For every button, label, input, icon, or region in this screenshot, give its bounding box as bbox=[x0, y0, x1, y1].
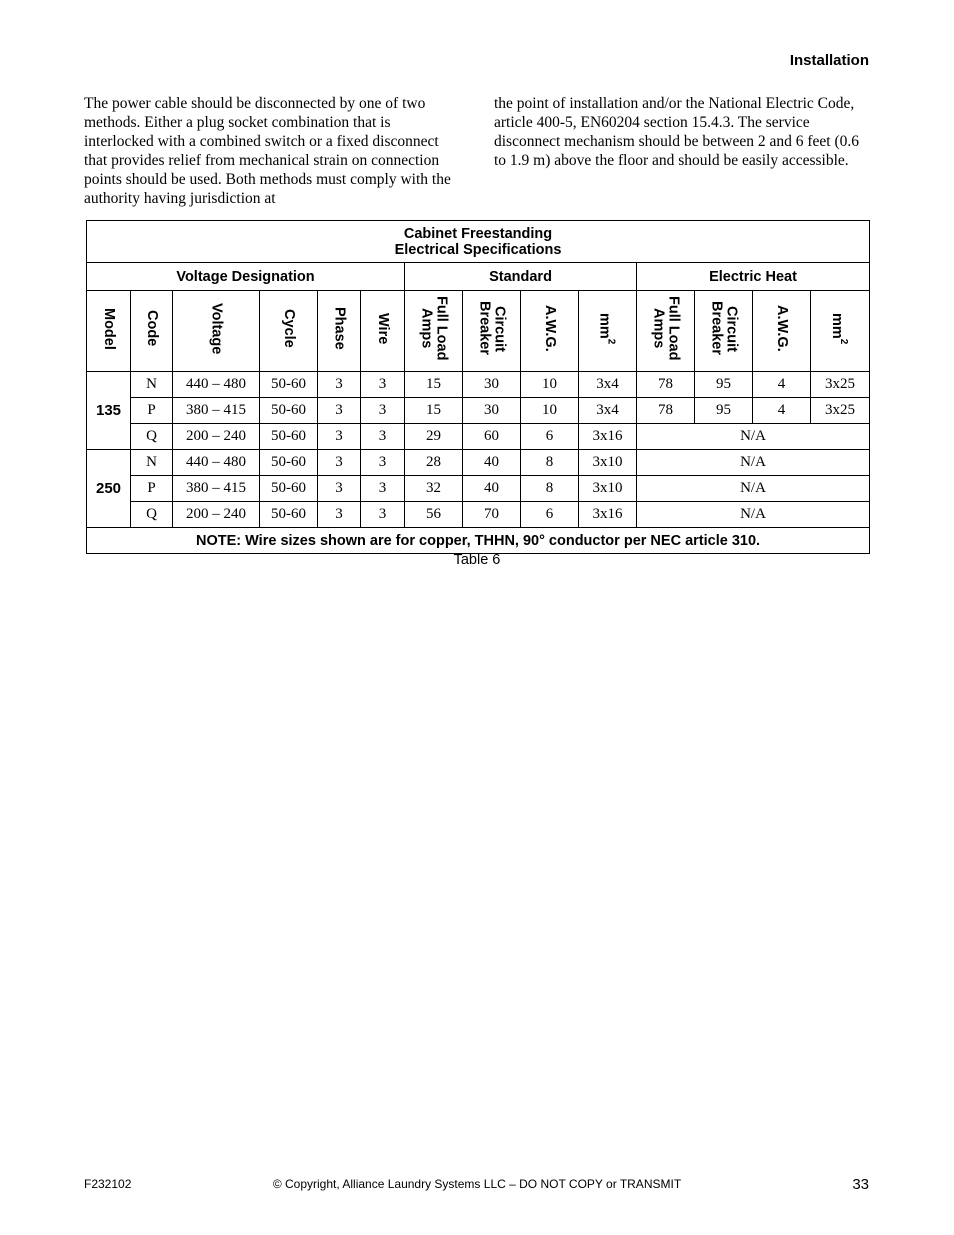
cell-std-fla: 56 bbox=[405, 502, 463, 528]
cell-std-fla: 28 bbox=[405, 450, 463, 476]
cell-std-awg: 10 bbox=[521, 372, 579, 398]
cell-voltage: 200 – 240 bbox=[173, 424, 260, 450]
cell-std-awg: 6 bbox=[521, 502, 579, 528]
intro-column-1: The power cable should be disconnected by one of two methods. Either a plug socket combination that is interlocked with a combined switch or a fixed disconnect that provides relief from mechanical strain on connection points should be used. Both methods must comply with the authority having jurisdiction at bbox=[84, 95, 451, 207]
cell-std-fla: 29 bbox=[405, 424, 463, 450]
model-cell: 250 bbox=[87, 450, 131, 528]
cell-electric-heat-na: N/A bbox=[637, 502, 870, 528]
cell-std-awg: 6 bbox=[521, 424, 579, 450]
cell-std-cb: 40 bbox=[463, 476, 521, 502]
cell-cycle: 50-60 bbox=[260, 398, 318, 424]
cell-cycle: 50-60 bbox=[260, 372, 318, 398]
column-header-eh-cb: Circuit Breaker bbox=[695, 291, 753, 372]
column-header-voltage: Voltage bbox=[173, 291, 260, 372]
cell-voltage: 380 – 415 bbox=[173, 476, 260, 502]
cell-std-cb: 70 bbox=[463, 502, 521, 528]
doc-id: F232102 bbox=[84, 1177, 132, 1191]
cell-cycle: 50-60 bbox=[260, 476, 318, 502]
group-electric-heat: Electric Heat bbox=[637, 263, 870, 291]
column-header-cycle: Cycle bbox=[260, 291, 318, 372]
column-header-model: Model bbox=[87, 291, 131, 372]
cell-code: Q bbox=[131, 502, 173, 528]
cell-code: N bbox=[131, 372, 173, 398]
cell-std-fla: 15 bbox=[405, 372, 463, 398]
cell-wire: 3 bbox=[361, 502, 405, 528]
cell-code: Q bbox=[131, 424, 173, 450]
page-number: 33 bbox=[852, 1176, 869, 1193]
table-row bbox=[87, 424, 870, 450]
cell-voltage: 380 – 415 bbox=[173, 398, 260, 424]
cell-voltage: 200 – 240 bbox=[173, 502, 260, 528]
cell-eh-mm: 3x25 bbox=[811, 372, 870, 398]
cell-std-fla: 15 bbox=[405, 398, 463, 424]
cell-cycle: 50-60 bbox=[260, 450, 318, 476]
table-row bbox=[87, 476, 870, 502]
cell-phase: 3 bbox=[318, 450, 361, 476]
cell-wire: 3 bbox=[361, 372, 405, 398]
cell-eh-fla: 78 bbox=[637, 372, 695, 398]
table-note: NOTE: Wire sizes shown are for copper, THHN, 90° conductor per NEC article 310. bbox=[87, 528, 870, 554]
cell-phase: 3 bbox=[318, 398, 361, 424]
column-header-wire: Wire bbox=[361, 291, 405, 372]
column-header-std-awg: A.W.G. bbox=[521, 291, 579, 372]
cell-phase: 3 bbox=[318, 372, 361, 398]
intro-column-2: the point of installation and/or the National Electric Code, article 400-5, EN60204 section 15.4.3. The service disconnect mechanism should be between 2 and 6 feet (0.6 to 1.9 m) above the floor and should be easily accessible. bbox=[494, 95, 859, 169]
cell-phase: 3 bbox=[318, 424, 361, 450]
cell-std-mm: 3x4 bbox=[579, 398, 637, 424]
copyright-notice: © Copyright, Alliance Laundry Systems LLC – DO NOT COPY or TRANSMIT bbox=[272, 1177, 682, 1191]
cell-wire: 3 bbox=[361, 398, 405, 424]
cell-cycle: 50-60 bbox=[260, 502, 318, 528]
cell-electric-heat-na: N/A bbox=[637, 424, 870, 450]
table-row bbox=[87, 502, 870, 528]
cell-std-cb: 60 bbox=[463, 424, 521, 450]
column-header-std-fla: Full Load Amps bbox=[405, 291, 463, 372]
table-title: Cabinet Freestanding Electrical Specifications bbox=[87, 221, 870, 263]
column-header-eh-awg: A.W.G. bbox=[753, 291, 811, 372]
cell-code: P bbox=[131, 476, 173, 502]
cell-std-fla: 32 bbox=[405, 476, 463, 502]
cell-wire: 3 bbox=[361, 476, 405, 502]
cell-cycle: 50-60 bbox=[260, 424, 318, 450]
cell-std-mm: 3x4 bbox=[579, 372, 637, 398]
cell-code: P bbox=[131, 398, 173, 424]
cell-voltage: 440 – 480 bbox=[173, 372, 260, 398]
cell-code: N bbox=[131, 450, 173, 476]
table-caption: Table 6 bbox=[453, 552, 501, 568]
cell-std-mm: 3x10 bbox=[579, 450, 637, 476]
cell-eh-cb: 95 bbox=[695, 372, 753, 398]
intro-text bbox=[84, 94, 870, 208]
group-standard: Standard bbox=[405, 263, 637, 291]
group-voltage-designation: Voltage Designation bbox=[87, 263, 405, 291]
cell-eh-mm: 3x25 bbox=[811, 398, 870, 424]
cell-std-awg: 8 bbox=[521, 476, 579, 502]
cell-std-cb: 40 bbox=[463, 450, 521, 476]
cell-wire: 3 bbox=[361, 450, 405, 476]
cell-std-awg: 10 bbox=[521, 398, 579, 424]
table-row bbox=[87, 450, 870, 476]
cell-std-cb: 30 bbox=[463, 372, 521, 398]
cell-voltage: 440 – 480 bbox=[173, 450, 260, 476]
column-header-eh-fla: Full Load Amps bbox=[637, 291, 695, 372]
cell-eh-awg: 4 bbox=[753, 372, 811, 398]
column-header-eh-mm: $mm^2$ bbox=[811, 291, 870, 372]
electrical-spec-table bbox=[86, 220, 870, 554]
cell-phase: 3 bbox=[318, 476, 361, 502]
cell-std-mm: 3x16 bbox=[579, 424, 637, 450]
cell-wire: 3 bbox=[361, 424, 405, 450]
column-header-std-cb: Circuit Breaker bbox=[463, 291, 521, 372]
cell-electric-heat-na: N/A bbox=[637, 476, 870, 502]
column-header-code: Code bbox=[131, 291, 173, 372]
model-cell: 135 bbox=[87, 372, 131, 450]
cell-eh-fla: 78 bbox=[637, 398, 695, 424]
cell-std-mm: 3x16 bbox=[579, 502, 637, 528]
cell-eh-awg: 4 bbox=[753, 398, 811, 424]
cell-std-cb: 30 bbox=[463, 398, 521, 424]
table-row bbox=[87, 398, 870, 424]
cell-phase: 3 bbox=[318, 502, 361, 528]
cell-eh-cb: 95 bbox=[695, 398, 753, 424]
cell-std-mm: 3x10 bbox=[579, 476, 637, 502]
section-header: Installation bbox=[789, 52, 869, 69]
cell-electric-heat-na: N/A bbox=[637, 450, 870, 476]
column-header-phase: Phase bbox=[318, 291, 361, 372]
column-header-std-mm: $mm^2$ bbox=[579, 291, 637, 372]
cell-std-awg: 8 bbox=[521, 450, 579, 476]
table-row bbox=[87, 372, 870, 398]
